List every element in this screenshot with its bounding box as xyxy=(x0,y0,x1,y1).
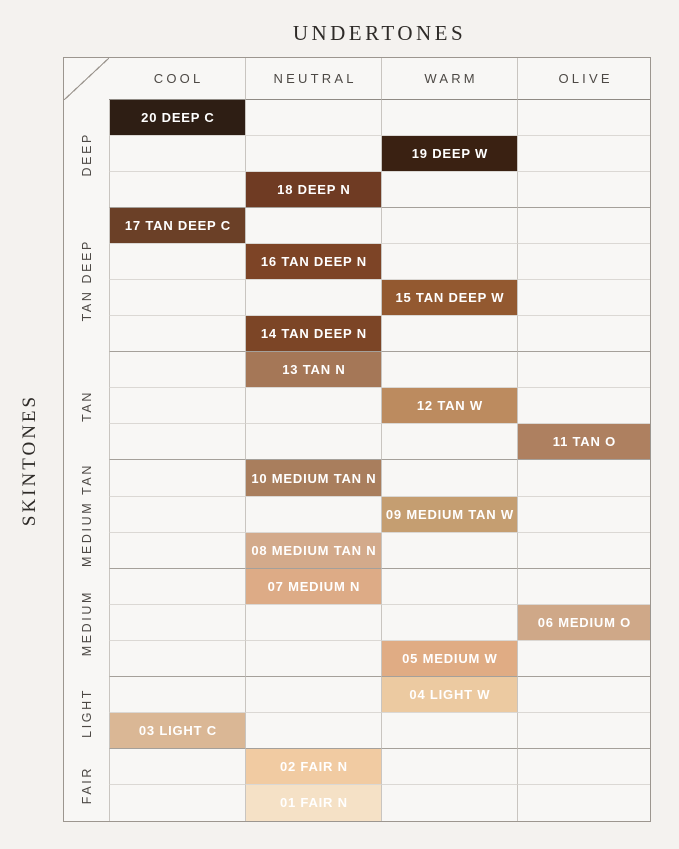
skintone-group-label: FAIR xyxy=(79,765,94,805)
shade-cell-09-medium-tan-w xyxy=(381,497,517,533)
empty-grid-cell xyxy=(381,605,517,641)
empty-grid-cell xyxy=(245,641,381,677)
skintone-group-label: DEEP xyxy=(79,131,94,177)
empty-grid-cell xyxy=(517,100,650,136)
shade-swatch-01-fair-n: 01 FAIR N xyxy=(246,785,381,821)
shade-swatch-17-tan-deep-c: 17 TAN DEEP C xyxy=(110,208,245,243)
shade-cell-01-fair-n xyxy=(245,785,381,821)
empty-grid-cell xyxy=(381,785,517,821)
empty-grid-cell xyxy=(245,497,381,533)
shade-swatch-16-tan-deep-n: 16 TAN DEEP N xyxy=(246,244,381,279)
empty-grid-cell xyxy=(381,713,517,749)
empty-grid-cell xyxy=(517,497,650,533)
empty-grid-cell xyxy=(109,280,245,316)
empty-grid-cell xyxy=(109,677,245,713)
empty-grid-cell xyxy=(517,569,650,605)
shade-cell-07-medium-n xyxy=(245,569,381,605)
skintone-group-fair xyxy=(64,749,109,821)
empty-grid-cell xyxy=(109,569,245,605)
undertone-header-warm: WARM xyxy=(381,58,517,100)
shade-cell-20-deep-c xyxy=(109,100,245,136)
shade-cell-08-medium-tan-n xyxy=(245,533,381,569)
shade-cell-10-medium-tan-n xyxy=(245,460,381,496)
empty-grid-cell xyxy=(109,605,245,641)
empty-grid-cell xyxy=(381,316,517,352)
shade-swatch-15-tan-deep-w: 15 TAN DEEP W xyxy=(382,280,517,315)
skintone-group-label: TAN xyxy=(79,390,94,423)
empty-grid-cell xyxy=(381,533,517,569)
shade-swatch-11-tan-o: 11 TAN O xyxy=(518,424,650,459)
skintone-group-tan xyxy=(64,352,109,460)
shade-cell-02-fair-n xyxy=(245,749,381,785)
empty-grid-cell xyxy=(109,749,245,785)
empty-grid-cell xyxy=(517,388,650,424)
empty-grid-cell xyxy=(109,352,245,388)
shade-swatch-09-medium-tan-w: 09 MEDIUM TAN W xyxy=(382,497,517,532)
shade-swatch-18-deep-n: 18 DEEP N xyxy=(246,172,381,207)
shade-cell-05-medium-w xyxy=(381,641,517,677)
empty-grid-cell xyxy=(517,352,650,388)
empty-grid-cell xyxy=(517,280,650,316)
empty-grid-cell xyxy=(109,244,245,280)
empty-grid-cell xyxy=(517,749,650,785)
empty-grid-cell xyxy=(517,677,650,713)
empty-grid-cell xyxy=(109,460,245,496)
empty-grid-cell xyxy=(517,172,650,208)
empty-grid-cell xyxy=(517,460,650,496)
empty-grid-cell xyxy=(109,388,245,424)
shade-swatch-13-tan-n: 13 TAN N xyxy=(246,352,381,387)
empty-grid-cell xyxy=(245,605,381,641)
empty-grid-cell xyxy=(517,641,650,677)
shade-cell-06-medium-o xyxy=(517,605,650,641)
empty-grid-cell xyxy=(109,533,245,569)
shade-swatch-19-deep-w: 19 DEEP W xyxy=(382,136,517,171)
undertone-header-olive: OLIVE xyxy=(517,58,650,100)
shade-cell-14-tan-deep-n xyxy=(245,316,381,352)
shade-swatch-05-medium-w: 05 MEDIUM W xyxy=(382,641,517,676)
empty-grid-cell xyxy=(517,208,650,244)
shade-swatch-06-medium-o: 06 MEDIUM O xyxy=(518,605,650,640)
empty-grid-cell xyxy=(381,100,517,136)
corner-diagonal-cell xyxy=(64,58,109,100)
shade-cell-16-tan-deep-n xyxy=(245,244,381,280)
empty-grid-cell xyxy=(245,424,381,460)
empty-grid-cell xyxy=(245,677,381,713)
skintones-title: SKINTONES xyxy=(19,393,40,527)
empty-grid-cell xyxy=(517,713,650,749)
empty-grid-cell xyxy=(245,208,381,244)
empty-grid-cell xyxy=(109,316,245,352)
shade-cell-17-tan-deep-c xyxy=(109,208,245,244)
empty-grid-cell xyxy=(517,316,650,352)
skintone-group-label: TAN DEEP xyxy=(79,239,94,322)
empty-grid-cell xyxy=(109,424,245,460)
skintone-group-deep xyxy=(64,100,109,208)
empty-grid-cell xyxy=(109,136,245,172)
skintone-group-label: MEDIUM xyxy=(79,589,94,656)
skintone-group-light xyxy=(64,677,109,749)
empty-grid-cell xyxy=(245,100,381,136)
empty-grid-cell xyxy=(517,244,650,280)
empty-grid-cell xyxy=(517,136,650,172)
shade-cell-03-light-c xyxy=(109,713,245,749)
empty-grid-cell xyxy=(381,749,517,785)
empty-grid-cell xyxy=(381,208,517,244)
shade-swatch-12-tan-w: 12 TAN W xyxy=(382,388,517,423)
undertones-title: UNDERTONES xyxy=(292,21,467,45)
shade-swatch-14-tan-deep-n: 14 TAN DEEP N xyxy=(246,316,381,351)
empty-grid-cell xyxy=(381,460,517,496)
skintone-group-tan-deep xyxy=(64,208,109,352)
shade-swatch-02-fair-n: 02 FAIR N xyxy=(246,749,381,784)
skintone-group-medium xyxy=(64,569,109,677)
empty-grid-cell xyxy=(109,497,245,533)
empty-grid-cell xyxy=(109,641,245,677)
shade-swatch-04-light-w: 04 LIGHT W xyxy=(382,677,517,712)
undertone-header-cool: COOL xyxy=(109,58,245,100)
empty-grid-cell xyxy=(245,713,381,749)
shade-cell-04-light-w xyxy=(381,677,517,713)
skintone-group-label: MEDIUM TAN xyxy=(79,462,94,567)
shade-swatch-03-light-c: 03 LIGHT C xyxy=(110,713,245,748)
shade-cell-18-deep-n xyxy=(245,172,381,208)
empty-grid-cell xyxy=(517,533,650,569)
undertone-header-neutral: NEUTRAL xyxy=(245,58,381,100)
shade-swatch-10-medium-tan-n: 10 MEDIUM TAN N xyxy=(246,460,381,495)
empty-grid-cell xyxy=(381,569,517,605)
empty-grid-cell xyxy=(381,244,517,280)
empty-grid-cell xyxy=(245,388,381,424)
empty-grid-cell xyxy=(109,172,245,208)
skintone-group-medium-tan xyxy=(64,460,109,568)
shade-cell-19-deep-w xyxy=(381,136,517,172)
empty-grid-cell xyxy=(517,785,650,821)
empty-grid-cell xyxy=(381,172,517,208)
shade-cell-13-tan-n xyxy=(245,352,381,388)
shade-swatch-07-medium-n: 07 MEDIUM N xyxy=(246,569,381,604)
shade-cell-11-tan-o xyxy=(517,424,650,460)
empty-grid-cell xyxy=(245,136,381,172)
empty-grid-cell xyxy=(109,785,245,821)
skintone-group-label: LIGHT xyxy=(79,687,94,738)
empty-grid-cell xyxy=(381,352,517,388)
empty-grid-cell xyxy=(381,424,517,460)
empty-grid-cell xyxy=(245,280,381,316)
shade-chart-grid xyxy=(63,57,651,822)
shade-cell-15-tan-deep-w xyxy=(381,280,517,316)
shade-swatch-20-deep-c: 20 DEEP C xyxy=(110,100,245,135)
shade-swatch-08-medium-tan-n: 08 MEDIUM TAN N xyxy=(246,533,381,568)
shade-cell-12-tan-w xyxy=(381,388,517,424)
